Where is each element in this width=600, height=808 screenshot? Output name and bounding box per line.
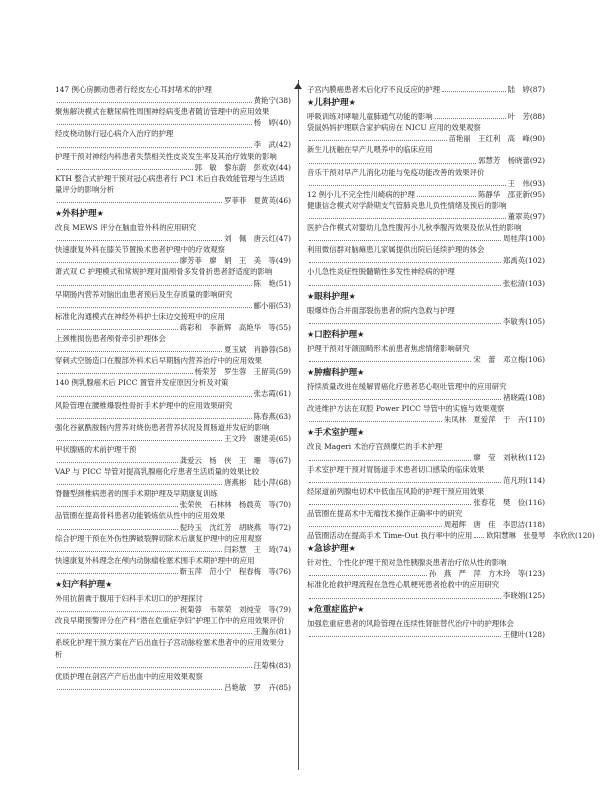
leader-dots <box>57 484 222 485</box>
entry-author-page: 欧阳慧琳 张曼琴 李欣欣(120) <box>486 531 595 541</box>
entry-author-page: 吕艳敏 罗 卉(85) <box>224 682 291 692</box>
leader-dots <box>309 185 506 186</box>
toc-entry[interactable] <box>55 222 291 244</box>
entry-author-page: 廖芳菲 廖 娟 王 美 等(49) <box>179 256 291 266</box>
entry-title: 快速康复外科理念在颅内动脉瘤栓塞术围手术期护理中的应用 <box>55 555 255 565</box>
entry-title: 标准化沟通模式在神经外科护士床边交接班中的应用 <box>55 311 225 321</box>
toc-entry[interactable] <box>307 618 545 640</box>
leader-dots <box>309 399 501 400</box>
entry-title: KTH 整合式护理干预对冠心病患者行 PCI 术后自我效能管理与生活质量评分的影响分析 <box>55 173 285 194</box>
leader-dots <box>417 196 476 197</box>
star-icon: ★ <box>348 98 356 108</box>
leader-dots <box>309 526 442 527</box>
section-title: 眼科护理 <box>314 291 349 302</box>
leader-dots <box>309 460 471 461</box>
entry-author-page: 王健叶(128) <box>502 629 545 639</box>
entry-author-page: 龚爱云 杨 侠 王 珊 等(67) <box>179 456 291 465</box>
leader-dots <box>57 633 252 634</box>
entry-title: 穿刺式空肠造口在腹部外科术后早期肠内营养治疗中的应用效果 <box>55 356 262 366</box>
leader-dots <box>57 396 252 397</box>
entry-author-page: 靳玉萍 范小宁 程春梅 等(76) <box>179 566 291 576</box>
toc-entry[interactable] <box>307 122 545 144</box>
star-icon: ★ <box>105 580 113 590</box>
toc-entry[interactable] <box>307 222 545 244</box>
toc-entry[interactable] <box>55 244 291 266</box>
toc-entry[interactable] <box>55 400 291 422</box>
leader-dots <box>309 240 501 241</box>
toc-entry[interactable] <box>307 530 595 541</box>
leader-dots <box>57 573 178 574</box>
column-divider <box>298 80 299 770</box>
toc-entry[interactable] <box>55 444 291 466</box>
entry-title: 眼爆炸伤合并面部裂伤患者的院内急救与护理 <box>307 305 455 315</box>
entry-author-page: 朱凤林 夏爱萍 于 卉(110) <box>443 415 545 425</box>
entry-title: 品管圈活动在提高手术 Time-Out 执行率中的应用 <box>307 531 473 541</box>
toc-entry[interactable] <box>307 305 545 327</box>
entry-title: 快速康复外科在膝关节置换术患者护理中的疗效观察 <box>55 245 225 255</box>
entry-author-page: 陈春燕(63) <box>253 411 291 421</box>
entry-author-page: 夏玉斌 肖静蓉(58) <box>224 345 291 355</box>
entry-author-page: 汪菊株(83) <box>253 660 291 670</box>
entry-title: 改进维护方法在双腔 Power PICC 导管中的实施与效果观察 <box>307 404 505 414</box>
entry-author-page: 杨荣芳 罗生蓉 王留英(59) <box>194 367 291 377</box>
leader-dots <box>309 140 447 141</box>
entry-author-page: 祝菊蓉 韦翠荣 刘纯莹 等(79) <box>179 605 291 615</box>
entry-author-page: 叶 芳(88) <box>507 112 545 122</box>
section-title: 手术室护理 <box>314 428 358 439</box>
entry-author-page: 李 武(42) <box>253 140 291 150</box>
toc-entry[interactable] <box>55 593 291 615</box>
section-title: 急诊护理 <box>314 544 349 555</box>
leader-dots <box>57 202 222 203</box>
leader-dots <box>57 440 222 441</box>
star-icon: ★ <box>307 544 315 554</box>
leader-dots <box>57 462 178 463</box>
star-icon: ★ <box>357 329 365 339</box>
entry-author-page: 王瀚东(81) <box>253 627 291 637</box>
star-icon: ★ <box>55 580 63 590</box>
toc-entry[interactable] <box>55 355 291 377</box>
entry-title: 早期肠内营养对脑出血患者预后及生存质量的影响研究 <box>55 289 233 299</box>
entry-title: 12 例小儿不完全性川崎病的护理 <box>307 189 415 199</box>
toc-entry[interactable] <box>307 343 545 365</box>
entry-author-page: 陈 艳(51) <box>253 278 291 288</box>
toc-entry[interactable] <box>55 466 291 488</box>
section-heading <box>55 578 291 592</box>
entry-title: 新生儿抚触在早产儿喂养中的临床应用 <box>307 145 433 155</box>
entry-title: 标准化抢救护理流程在急性心肌梗死患者抢救中的应用研究 <box>307 580 500 590</box>
entry-author-page: 褚晓霞(108) <box>502 393 545 403</box>
leader-dots <box>309 482 501 483</box>
entry-title: 品管圈在提高术中无瘤技术操作正确率中的研究 <box>307 508 463 518</box>
section-heading <box>307 426 545 440</box>
star-icon: ★ <box>348 544 356 554</box>
toc-entry[interactable] <box>307 381 545 403</box>
entry-title: 加强危重症患者的风险管理在连续性肾脏替代治疗中的护理体会 <box>307 618 514 628</box>
star-icon: ★ <box>307 604 315 614</box>
star-icon: ★ <box>357 604 365 614</box>
leader-dots <box>309 575 427 576</box>
toc-entry[interactable] <box>307 403 545 425</box>
entry-author-page: 刘 佩 唐云红(47) <box>224 234 291 244</box>
leader-dots <box>309 598 501 599</box>
section-title: 妇产科护理 <box>62 580 106 591</box>
toc-entry[interactable] <box>55 422 291 444</box>
entry-author-page: 蒋彩和 李新辉 高艳华 等(55) <box>179 322 291 332</box>
leader-dots <box>57 667 252 668</box>
entry-author-page: 宋 蕾 邓立梅(106) <box>473 354 545 364</box>
leader-dots <box>309 262 501 263</box>
entry-title: 医护合作模式对婴幼儿急性腹泻小儿秋季腹泻效果及依从性的影响 <box>307 223 522 233</box>
entry-author-page: 郭 敏 黎东蔚 彭欢欢(44) <box>194 162 291 172</box>
entry-author-page: 罗菲菲 夏黄英(46) <box>224 195 291 205</box>
leader-dots <box>57 611 178 612</box>
leader-dots <box>57 102 252 103</box>
leader-dots <box>57 529 178 530</box>
star-icon: ★ <box>55 209 63 219</box>
entry-author-page: 李晓娟(125) <box>502 591 545 601</box>
section-title: 危重症监护 <box>314 604 358 615</box>
toc-entry[interactable] <box>55 128 291 150</box>
entry-title: 聚焦解决模式在糖尿病性周围神经病变患者随访管理中的应用效果 <box>55 107 270 117</box>
entry-title: 140 例乳腺癌术后 PICC 置管并发症原因分析及对策 <box>55 378 229 388</box>
section-heading <box>307 366 545 380</box>
star-icon: ★ <box>348 291 356 301</box>
toc-entry[interactable] <box>55 84 291 106</box>
toc-entry[interactable] <box>307 266 545 288</box>
leader-dots <box>57 329 178 330</box>
entry-author-page: 廖 莹 刘秋秋(112) <box>473 453 545 463</box>
toc-entry[interactable] <box>55 615 291 637</box>
section-title: 外科护理 <box>62 209 97 220</box>
entry-title: 针对性、个性化护理干预对急性胰腺炎患者治疗依从性的影响 <box>307 558 507 568</box>
entry-title: 护理干预对牙颌面畸形术前患者焦虑情绪影响研究 <box>307 343 470 353</box>
toc-entry[interactable] <box>55 377 291 399</box>
entry-title: 子宫内膜癌患者术后化疗不良反应的护理 <box>307 85 441 94</box>
leader-dots <box>57 169 193 170</box>
entry-title: 改良 MEWS 评分在脑血管外科的应用研究 <box>55 223 197 233</box>
leader-dots <box>57 506 178 507</box>
leader-dots <box>309 218 506 219</box>
star-icon: ★ <box>357 367 365 377</box>
leader-dots <box>57 285 252 286</box>
section-title: 肿瘤科护理 <box>314 367 358 378</box>
leader-dots <box>474 537 484 538</box>
entry-title: 改良早期预警评分在产科“潜在危重症孕妇”护理工作中的应用效果评价 <box>55 616 285 626</box>
entry-author-page: 郭慧芳 杨晓蕾(92) <box>478 156 545 166</box>
entry-title: 萧式双 C 护理模式和常规护理对面颅骨多发骨折患者舒适度的影响 <box>55 267 273 277</box>
leader-dots <box>309 285 501 286</box>
leader-dots <box>57 418 252 419</box>
entry-title: 音乐干预对早产儿消化功能与免疫功能改善的效果评价 <box>307 167 485 177</box>
section-title: 儿科护理 <box>314 98 349 109</box>
entry-title: 手术室护理干预对胃肠道手术患者切口感染的临床效果 <box>307 464 485 474</box>
leader-dots <box>57 307 252 308</box>
entry-author-page: 倪玲玉 沈红芳 胡晓燕 等(72) <box>179 522 291 532</box>
entry-title: 改良 Mageri 术治疗宫颈糜烂的手术护理 <box>307 442 443 452</box>
star-icon: ★ <box>307 367 315 377</box>
star-icon: ★ <box>307 428 315 438</box>
toc-entry[interactable] <box>55 510 291 532</box>
section-heading <box>307 290 545 304</box>
entry-title: 呼吸训练对哮喘儿童肺通气功能的影响 <box>307 112 433 122</box>
entry-title: VAP 与 PICC 导管对提高乳腺癌化疗患者生活质量的效果比较 <box>55 467 259 477</box>
toc-entry[interactable] <box>55 151 291 173</box>
toc-entry[interactable] <box>55 333 291 355</box>
entry-title: 小儿急性炎症性脱髓鞘性多发性神经病的护理 <box>307 267 455 277</box>
entry-title: 脊髓型颈椎病患者的围手术期护理及早期康复训练 <box>55 489 218 499</box>
entry-title: 持续质量改进在缓解胃癌化疗患者恶心呕吐管理中的应用研究 <box>307 381 507 391</box>
section-heading <box>307 542 545 556</box>
toc-entry[interactable] <box>307 200 545 222</box>
toc-entry[interactable] <box>55 671 291 693</box>
toc-entry[interactable] <box>307 508 545 530</box>
entry-title: 经皮桡动脉行冠心病介入治疗的护理 <box>55 129 174 139</box>
toc-entry[interactable] <box>307 167 545 189</box>
toc-entry[interactable] <box>307 464 545 486</box>
entry-title: 利用微信群对脑瘫患儿家属提供出院后延续护理的体会 <box>307 245 485 255</box>
triangle-marker-icon <box>294 83 302 89</box>
leader-dots <box>309 361 471 362</box>
toc-entry[interactable] <box>307 579 545 601</box>
toc-entry[interactable] <box>307 441 545 463</box>
toc-entry[interactable] <box>307 189 545 200</box>
toc-column-left <box>55 84 291 693</box>
entry-author-page: 董翠英(97) <box>507 211 545 221</box>
toc-entry[interactable] <box>55 533 291 555</box>
toc-entry[interactable] <box>55 266 291 288</box>
toc-entry[interactable] <box>55 289 291 311</box>
leader-dots <box>309 504 471 505</box>
leader-dots <box>57 124 252 125</box>
entry-author-page: 闫彩慧 王 琦(74) <box>224 544 291 554</box>
entry-author-page: 张松清(103) <box>502 278 545 288</box>
entry-author-page: 杨 婷(40) <box>253 118 291 128</box>
toc-column-right <box>307 84 595 640</box>
toc-entry[interactable] <box>55 637 291 670</box>
toc-entry[interactable] <box>55 488 291 510</box>
star-icon: ★ <box>96 209 104 219</box>
entry-author-page: 郑禹英(102) <box>502 256 545 266</box>
leader-dots <box>57 262 178 263</box>
leader-dots <box>309 421 442 422</box>
entry-title: 系统化护理干预方案在产后出血行子宫动脉栓塞术患者中的应用效果分析 <box>55 638 285 659</box>
leader-dots <box>57 373 193 374</box>
toc-entry[interactable] <box>55 173 291 206</box>
leader-dots <box>57 147 252 148</box>
entry-author-page: 王文玲 谢建美(65) <box>224 433 291 443</box>
entry-author-page: 唐燕彬 陆小萍(68) <box>224 478 291 488</box>
entry-title: 综合护理干预在外伤性脾破裂脾切除术后康复护理中的应用观察 <box>55 533 262 543</box>
leader-dots <box>57 551 222 552</box>
entry-author-page: 郦小丽(53) <box>253 300 291 310</box>
toc-entry[interactable] <box>55 106 291 128</box>
entry-title: 外用抗菌膏于腹用于妇科手术切口的护理探讨 <box>55 594 203 604</box>
entry-author-page: 王 伟(93) <box>507 178 545 188</box>
toc-entry[interactable] <box>307 144 545 166</box>
entry-title: 147 例心房颤动患者行经皮左心耳封堵术的护理 <box>55 85 212 94</box>
leader-dots <box>57 240 222 241</box>
leader-dots <box>309 163 476 164</box>
entry-author-page: 周超辉 唐 佳 李思洁(118) <box>443 520 545 529</box>
entry-title: 护理干预对神经内科患者失禁相关性皮炎发生率及其治疗效果的影响 <box>55 151 277 161</box>
entry-author-page: 苗艳丽 王红利 高 峰(90) <box>448 134 545 144</box>
toc-entry[interactable] <box>55 311 291 333</box>
toc-entry[interactable] <box>307 84 545 95</box>
star-icon: ★ <box>307 98 315 108</box>
entry-title: 品管圈在提高骨科患者功能锻炼依从性中的应用效果 <box>55 511 225 521</box>
entry-title: 优质护理在剖宫产产后出血中的应用效果观察 <box>55 671 203 681</box>
entry-author-page: 黄艳宁(38) <box>253 96 291 106</box>
leader-dots <box>57 689 222 690</box>
entry-author-page: 李敏秀(105) <box>502 316 545 326</box>
section-title: 口腔科护理 <box>314 329 358 340</box>
entry-title: 上颈椎损伤患者颅骨牵引护理体会 <box>55 333 166 343</box>
leader-dots <box>309 323 501 324</box>
toc-entry[interactable] <box>55 555 291 577</box>
star-icon: ★ <box>307 291 315 301</box>
entry-author-page: 孙 燕 严 萍 方木玲 等(123) <box>429 569 545 579</box>
leader-dots <box>309 636 501 637</box>
leader-dots <box>57 351 222 352</box>
entry-title: 风险管理在腰椎爆裂性骨折手术护理中的应用效果研究 <box>55 400 233 410</box>
leader-dots <box>435 118 506 119</box>
toc-entry[interactable] <box>307 244 545 266</box>
toc-entry[interactable] <box>307 486 545 508</box>
entry-author-page: 陆 婷(87) <box>507 85 545 94</box>
entry-author-page: 张志霞(61) <box>253 389 291 399</box>
entry-title: 强化谷氨酰胺肠内营养对烧伤患者营养状况及胃肠道并发症的影响 <box>55 422 270 432</box>
section-heading <box>307 96 545 110</box>
entry-title: 袋鼠妈妈护理联合家护病房在 NICU 应用的效果观察 <box>307 123 481 133</box>
toc-entry[interactable] <box>307 557 545 579</box>
entry-title: 经尿道前列腺电切术中低血压风险的护理干预应用效果 <box>307 486 485 496</box>
entry-title: 健康信念模式对学龄期支气管肺炎患儿负性情绪及预后的影响 <box>307 200 507 210</box>
leader-dots <box>442 91 506 92</box>
toc-entry[interactable] <box>307 111 545 122</box>
section-heading <box>55 207 291 221</box>
entry-author-page: 陈静华 邵亚新(95) <box>478 189 545 199</box>
section-heading <box>307 328 545 342</box>
entry-title: 甲状腺癌的术前护理干预 <box>55 444 137 454</box>
entry-author-page: 周桂萍(100) <box>502 234 545 244</box>
entry-author-page: 范凡玥(114) <box>502 475 545 485</box>
section-heading <box>307 603 545 617</box>
star-icon: ★ <box>357 428 365 438</box>
star-icon: ★ <box>307 329 315 339</box>
entry-author-page: 张春花 樊 俭(116) <box>473 497 545 507</box>
entry-author-page: 张荣侠 石林林 杨晨英 等(70) <box>179 500 291 510</box>
